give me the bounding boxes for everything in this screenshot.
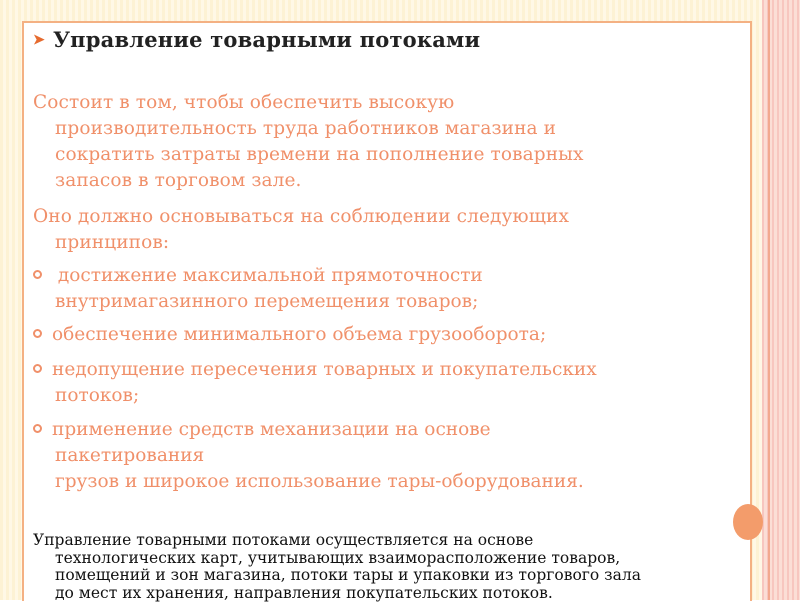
circle-bullet-icon [33, 424, 42, 433]
circle-bullet-icon [33, 270, 42, 279]
principle-text: грузов и широкое использование тары-оборудования. [33, 469, 733, 495]
intro-paragraph [33, 90, 733, 194]
slide-title-text: Управление товарными потоками [53, 27, 480, 52]
principles-paragraph [33, 204, 733, 256]
principles-line: Оно должно основываться на соблюдении следующих [33, 206, 569, 227]
principle-text: достижение максимальной прямоточности [52, 265, 483, 286]
principle-item [33, 357, 733, 409]
intro-line: производительность труда работников магазина и [33, 116, 733, 142]
arrow-bullet-icon: ➤ [33, 32, 45, 48]
slide-title [33, 27, 480, 52]
footer-line: помещений и зон магазина, потоки тары и упаковки из торгового зала [33, 567, 745, 585]
intro-line: Состоит в том, чтобы обеспечить высокую [33, 92, 454, 113]
decorative-side-line [768, 0, 770, 600]
intro-line: запасов в торговом зале. [33, 168, 733, 194]
footer-line: технологических карт, учитывающих взаиморасположение товаров, [33, 550, 745, 568]
footer-line: Управление товарными потоками осуществляется на основе [33, 531, 533, 549]
principle-text: обеспечение минимального объема грузооборота; [52, 324, 546, 345]
principle-item [33, 263, 733, 315]
principle-text: недопущение пересечения товарных и покупательских [52, 359, 597, 380]
footer-line: до мест их хранения, направления покупательских потоков. [33, 585, 745, 602]
circle-bullet-icon [33, 364, 42, 373]
principle-text: внутримагазинного перемещения товаров; [33, 289, 733, 315]
principle-text: потоков; [33, 383, 733, 409]
principles-line: принципов: [33, 230, 733, 256]
principle-text: пакетирования [33, 443, 733, 469]
circle-bullet-icon [33, 329, 42, 338]
intro-line: сократить затраты времени на пополнение товарных [33, 142, 733, 168]
principle-item [33, 417, 733, 495]
principle-text: применение средств механизации на основе [52, 419, 491, 440]
principle-item [33, 322, 733, 348]
footer-paragraph [33, 532, 745, 602]
